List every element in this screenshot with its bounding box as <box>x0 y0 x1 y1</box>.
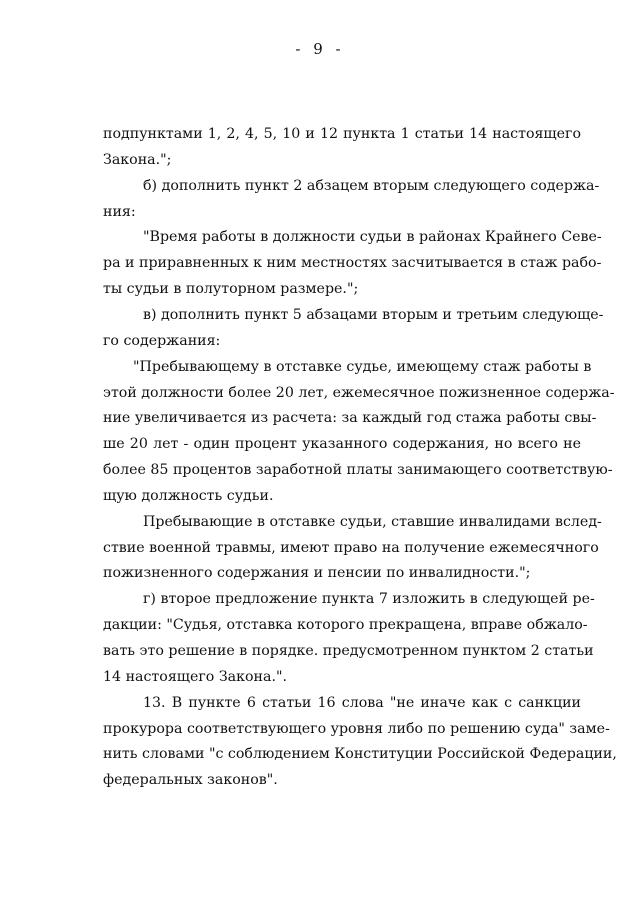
text-line: федеральных законов". <box>103 772 278 788</box>
text-line: Закона."; <box>103 152 172 168</box>
text-line: "Пребывающему в отставке судье, имеющему стаж работы в <box>133 359 592 375</box>
text-line: б) дополнить пункт 2 абзацем вторым следующего содержа- <box>143 178 600 194</box>
text-line: подпунктами 1, 2, 4, 5, 10 и 12 пункта 1 статьи 14 настоящего <box>103 126 581 142</box>
text-line: г) второе предложение пункта 7 изложить в следующей ре- <box>143 591 595 607</box>
text-line: ше 20 лет - один процент указанного содержания, но всего не <box>103 436 581 452</box>
text-line: ствие военной травмы, имеют право на получение ежемесячного <box>103 540 599 556</box>
text-line: ты судьи в полуторном размере."; <box>103 281 359 297</box>
text-line: в) дополнить пункт 5 абзацами вторым и третьим следующе- <box>143 307 604 323</box>
text-line: Пребывающие в отставке судьи, ставшие инвалидами вслед- <box>143 514 602 530</box>
text-line: дакции: "Судья, отставка которого прекращена, вправе обжало- <box>103 617 588 633</box>
text-line: прокурора соответствующего уровня либо по решению суда" заме- <box>103 721 610 737</box>
text-line: 14 настоящего Закона.". <box>103 669 288 685</box>
text-line: 13. В пункте 6 статьи 16 слова "не иначе как с санкции <box>143 695 581 711</box>
page-number: - 9 - <box>295 40 345 58</box>
text-line: более 85 процентов заработной платы занимающего соответствую- <box>103 462 613 478</box>
text-line: ния: <box>103 204 136 220</box>
text-line: этой должности более 20 лет, ежемесячное пожизненное содержа- <box>103 385 615 401</box>
text-line: го содержания: <box>103 333 221 349</box>
text-line: "Время работы в должности судьи в районах Крайнего Севе- <box>143 229 602 245</box>
text-line: вать это решение в порядке. предусмотренном пунктом 2 статьи <box>103 643 594 659</box>
text-line: нить словами "с соблюдением Конституции Российской Федерации, <box>103 746 617 762</box>
text-line: пожизненного содержания и пенсии по инвалидности."; <box>103 565 531 581</box>
text-line: ние увеличивается из расчета: за каждый год стажа работы свы- <box>103 410 597 426</box>
text-line: ра и приравненных к ним местностях засчитывается в стаж рабо- <box>103 255 602 271</box>
text-line: щую должность судьи. <box>103 488 274 504</box>
